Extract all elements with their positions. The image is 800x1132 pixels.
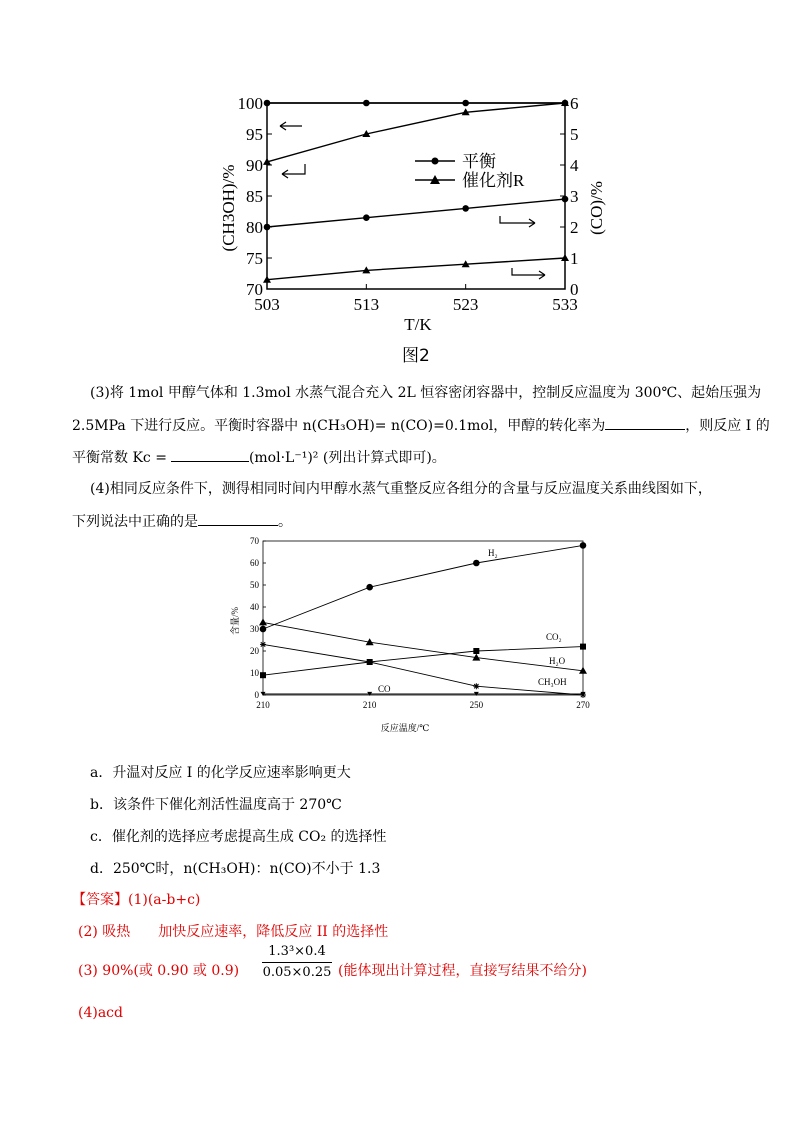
f2-xlabel: 反应温度/℃: [380, 723, 430, 733]
series-label-co2: CO₂: [546, 632, 562, 642]
answer-label: 【答案】: [72, 892, 128, 908]
f2-data-point: [367, 659, 373, 665]
answer-fraction: [262, 943, 332, 982]
arrow-right-icon: [512, 268, 545, 279]
answer-blank[interactable]: [198, 511, 278, 526]
legend-label-catalyst: 催化剂R: [462, 171, 525, 190]
f2-y-tick-label: 10: [250, 668, 259, 678]
q4-line1: (4)相同反应条件下，测得相同时间内甲醇水蒸气重整反应各组分的含量与反应温度关系曲线图如下，: [90, 481, 712, 497]
f1-y-right-tick-label: 1: [570, 249, 579, 268]
answer-4: (4)acd: [78, 1005, 123, 1021]
f2-y-tick-label: 30: [250, 624, 259, 634]
q3-line2-pre: 2.5MPa 下进行反应。平衡时容器中 n(CH₃OH)= n(CO)=0.1mol，甲醇的转化率为: [72, 418, 606, 434]
f1-y-left-tick-label: 75: [246, 249, 263, 268]
series-label-h2: H₂: [488, 548, 498, 558]
f2-data-point: [473, 560, 480, 567]
f1-data-point: [264, 100, 271, 107]
fraction-denominator: 0.05×0.25: [262, 965, 332, 980]
q4-line2: [72, 511, 292, 532]
f1-y-left-tick-label: 90: [246, 156, 263, 175]
f1-x-tick-label: 503: [254, 295, 280, 314]
f2-data-point: [260, 672, 266, 678]
f2-data-point: [580, 644, 586, 650]
f1-x-tick-label: 533: [552, 295, 578, 314]
f1-y-right-tick-label: 0: [570, 280, 579, 299]
fraction-numerator: 1.3³×0.4: [268, 944, 326, 959]
f2-y-tick-label: 0: [254, 690, 259, 700]
q3-line2: [72, 415, 770, 436]
f2-data-point: [366, 584, 373, 591]
f2-data-point: [473, 683, 479, 689]
f1-x-tick-label: 513: [353, 295, 380, 314]
answer-3-post: (能体现出计算过程，直接写结果不给分): [338, 963, 587, 979]
q3-line1: (3)将 1mol 甲醇气体和 1.3mol 水蒸气混合充入 2L 恒容密闭容器中，控制反应温度为 300℃、起始压强为: [90, 385, 762, 401]
f1-y-left-tick-label: 80: [246, 218, 263, 237]
q3-line3: [72, 447, 446, 468]
f2-plot-frame: [263, 541, 583, 695]
f2-y-tick-label: 20: [250, 646, 259, 656]
f2-series-line-1: [263, 647, 583, 676]
f2-data-point: [580, 542, 587, 549]
series-label-h2o: H₂O: [549, 656, 566, 666]
f2-data-point: [473, 648, 479, 654]
f2-x-tick-label: 210: [256, 700, 270, 710]
f2-series-line-0: [263, 545, 583, 629]
f1-series-line-3: [267, 258, 565, 280]
figure2-chart: [218, 533, 598, 738]
figure1-caption: 图2: [402, 346, 430, 366]
arrow-right-icon: [500, 216, 535, 227]
answer-2-post: 加快反应速率，降低反应 II 的选择性: [158, 924, 389, 940]
answer-2-pre: (2) 吸热: [78, 924, 131, 940]
f2-y-tick-label: 60: [250, 558, 259, 568]
f1-data-point: [264, 224, 271, 231]
q3-line2-post: ，则反应 I 的: [685, 418, 770, 434]
series-label-co: CO: [378, 684, 391, 694]
f1-y-left-tick-label: 95: [246, 125, 263, 144]
f1-xlabel: T/K: [404, 315, 432, 334]
f1-y-left-tick-label: 100: [237, 94, 263, 113]
series-label-ch3oh: CH₃OH: [538, 677, 567, 687]
f1-data-point: [562, 196, 569, 203]
f1-ylabel-left: (CH3OH)/%: [219, 164, 238, 252]
f1-y-left-tick-label: 85: [246, 187, 263, 206]
legend-marker-circle: [432, 158, 439, 165]
figure1-chart: [200, 90, 620, 340]
f2-y-tick-label: 50: [250, 580, 259, 590]
f1-data-point: [462, 205, 469, 212]
f2-y-tick-label: 70: [250, 536, 259, 546]
f2-data-point: [259, 618, 267, 625]
option-b: b．该条件下催化剂活性温度高于 270℃: [90, 797, 342, 813]
answer-blank[interactable]: [605, 415, 685, 430]
q3-line3-pre: 平衡常数 Kc =: [72, 450, 167, 466]
option-d: d．250℃时，n(CH₃OH)：n(CO)不小于 1.3: [90, 861, 381, 877]
f1-y-right-tick-label: 6: [570, 94, 579, 113]
q4-line2-pre: 下列说法中正确的是: [72, 514, 198, 530]
f1-x-tick-label: 523: [452, 295, 479, 314]
arrow-left-icon: [280, 122, 302, 130]
q3-line3-post: (mol·L⁻¹)² (列出计算式即可)。: [248, 450, 446, 466]
f1-data-point: [462, 100, 469, 107]
answer-line2: [78, 922, 388, 942]
f1-data-point: [363, 214, 370, 221]
answer-3-pre: (3) 90%(或 0.90 或 0.9): [78, 963, 240, 979]
q4-line2-post: 。: [278, 514, 292, 530]
f1-y-left-tick-label: 70: [246, 280, 263, 299]
answer-line1: [72, 890, 200, 910]
f1-series-line-1: [267, 103, 565, 162]
arrow-left-icon: [282, 164, 305, 178]
f2-x-tick-label: 210: [362, 700, 377, 710]
answer-1: (1)(a-b+c): [128, 892, 201, 908]
f1-y-right-tick-label: 4: [570, 156, 579, 175]
answer-blank[interactable]: [171, 447, 249, 462]
f1-data-point: [363, 100, 370, 107]
legend-label-equilibrium: 平衡: [462, 152, 496, 171]
option-c: c．催化剂的选择应考虑提高生成 CO₂ 的选择性: [90, 829, 387, 845]
f2-data-point: [260, 626, 267, 633]
f1-y-right-tick-label: 2: [570, 218, 579, 237]
f1-ylabel-right: (CO)/%: [587, 181, 606, 235]
option-a: a．升温对反应 I 的化学反应速率影响更大: [90, 765, 351, 781]
f2-data-point: [260, 641, 266, 647]
f2-x-tick-label: 270: [576, 700, 590, 710]
f2-series-line-2: [263, 622, 583, 670]
f1-y-right-tick-label: 5: [570, 125, 579, 144]
f2-x-tick-label: 250: [469, 700, 484, 710]
f2-y-tick-label: 40: [250, 602, 259, 612]
f2-ylabel: 含量/%: [230, 607, 240, 635]
f1-y-right-tick-label: 3: [570, 187, 579, 206]
